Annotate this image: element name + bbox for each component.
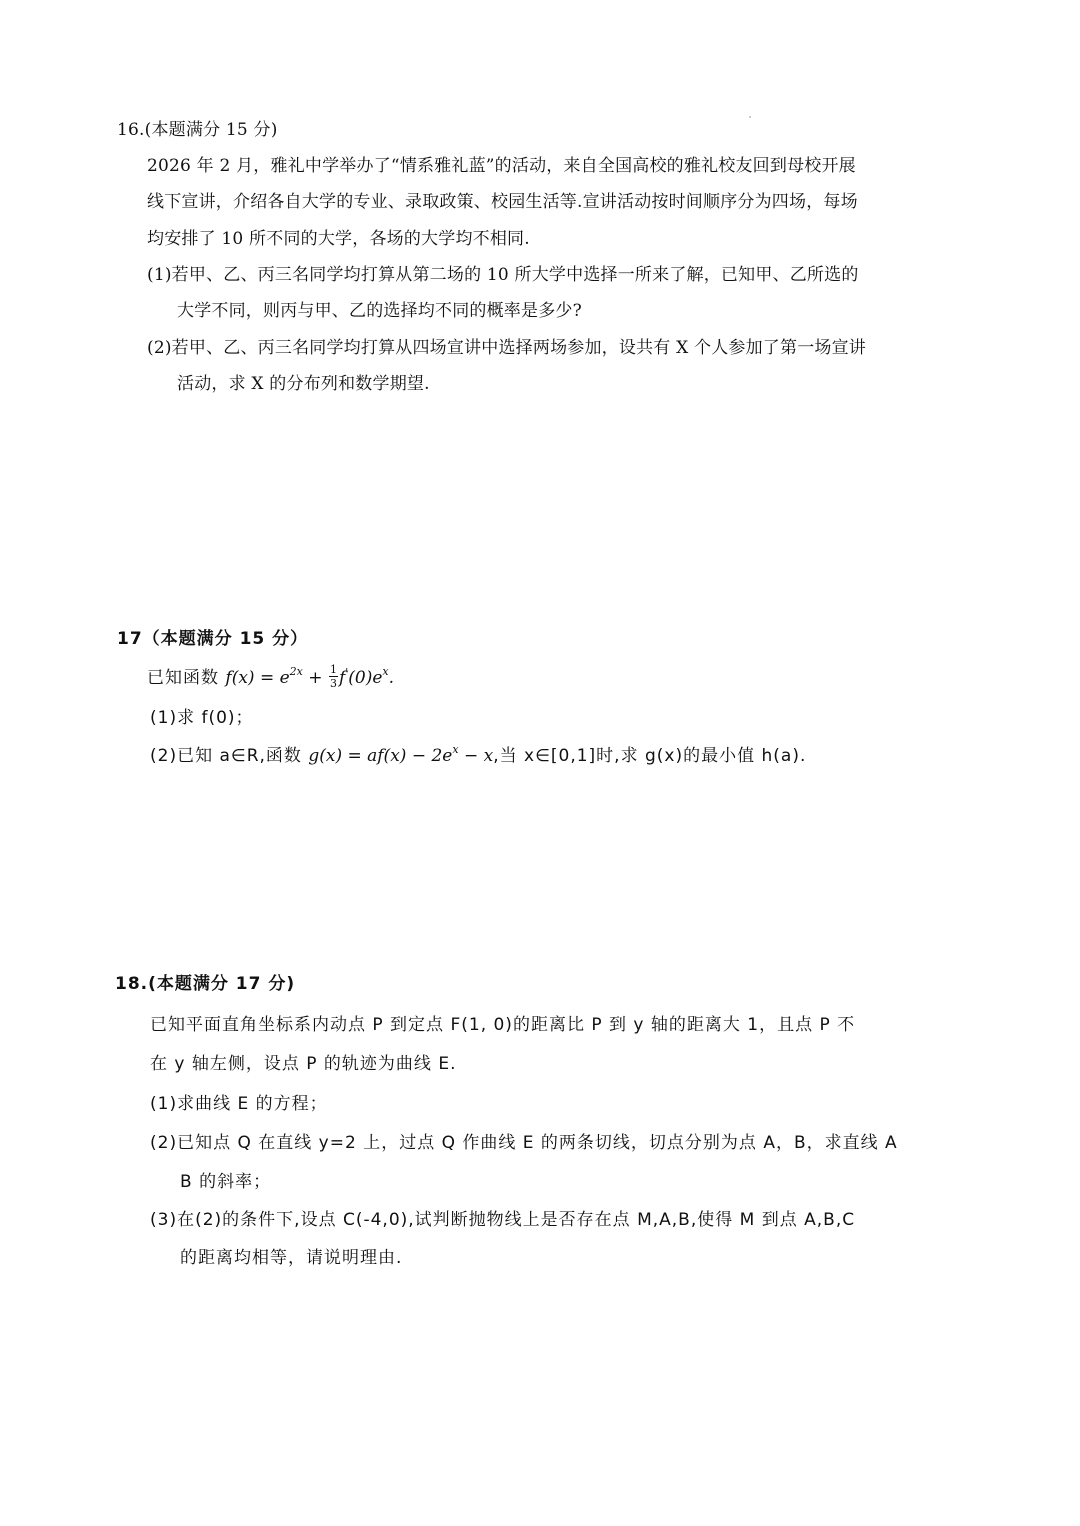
q17-period: . — [388, 668, 395, 688]
q17-prime: ' — [345, 666, 349, 679]
q18-part3-line-1: (3)在(2)的条件下,设点 C(-4,0),试判断抛物线上是否存在点 M,A,B,使得 M 到点 A,B,C — [150, 1210, 856, 1230]
q17-exponent-x: x — [382, 665, 389, 678]
q17-part2 — [150, 743, 807, 766]
q17-part2-prefix: (2)已知 a∈R,函数 — [150, 746, 309, 766]
q18-header: 18.(本题满分 17 分) — [115, 974, 296, 994]
q16-stem-line-2: 线下宣讲，介绍各自大学的专业、录取政策、校园生活等.宣讲活动按时间顺序分为四场，每场 — [147, 192, 858, 212]
q17-part2-suffix: ,当 x∈[0,1]时,求 g(x)的最小值 h(a). — [493, 746, 807, 766]
q17-f-definition — [225, 663, 395, 690]
q18-stem-line-1: 已知平面直角坐标系内动点 P 到定点 F(1, 0)的距离比 P 到 y 轴的距离大 1，且点 P 不 — [150, 1015, 856, 1035]
q17-g-base: g(x) = af(x) − 2e — [308, 746, 453, 766]
q18-part2-line-1: (2)已知点 Q 在直线 y=2 上，过点 Q 作曲线 E 的两条切线，切点分别为点 A，B，求直线 A — [150, 1133, 898, 1153]
scan-dot — [749, 116, 751, 118]
q17-fraction-denominator: 3 — [329, 677, 337, 690]
q16-header: 16.(本题满分 15 分) — [117, 120, 278, 140]
q16-part1-line-1: (1)若甲、乙、丙三名同学均打算从第二场的 10 所大学中选择一所来了解，已知甲、乙所选的 — [147, 265, 859, 285]
q17-fraction-numerator: 1 — [329, 663, 337, 676]
q17-f-base: f(x) = e — [225, 668, 290, 688]
q17-fraction — [329, 664, 338, 689]
q16-stem-line-1: 2026 年 2 月，雅礼中学举办了“情系雅礼蓝”的活动，来自全国高校的雅礼校友回到母校开展 — [147, 156, 856, 176]
q17-f-name: f — [338, 668, 346, 688]
q16-stem-line-3: 均安排了 10 所不同的大学，各场的大学均不相同. — [147, 229, 530, 249]
q17-part1: (1)求 f(0)； — [150, 708, 254, 728]
q17-stem-prefix: 已知函数 — [147, 668, 226, 688]
q17-plus: + — [302, 668, 328, 688]
q16-part2-line-2: 活动，求 X 的分布列和数学期望. — [177, 374, 430, 394]
q17-f-zero-term: (0)e — [348, 668, 383, 688]
q17-header: 17（本题满分 15 分） — [117, 629, 309, 649]
q18-part1: (1)求曲线 E 的方程； — [150, 1094, 328, 1114]
q16-part1-line-2: 大学不同，则丙与甲、乙的选择均不同的概率是多少? — [177, 301, 582, 321]
q17-stem — [147, 663, 395, 691]
q17-g-tail: − x — [458, 746, 494, 766]
q18-stem-line-2: 在 y 轴左侧，设点 P 的轨迹为曲线 E. — [150, 1054, 457, 1074]
q18-part3-line-2: 的距离均相等，请说明理由. — [180, 1248, 403, 1268]
q17-g-definition — [308, 743, 494, 766]
q16-part2-line-1: (2)若甲、乙、丙三名同学均打算从四场宣讲中选择两场参加，设共有 X 个人参加了第一场宣讲 — [147, 338, 866, 358]
q17-g-exponent: x — [452, 743, 459, 756]
q18-part2-line-2: B 的斜率； — [180, 1172, 272, 1192]
q17-exponent-2x: 2x — [289, 665, 303, 678]
